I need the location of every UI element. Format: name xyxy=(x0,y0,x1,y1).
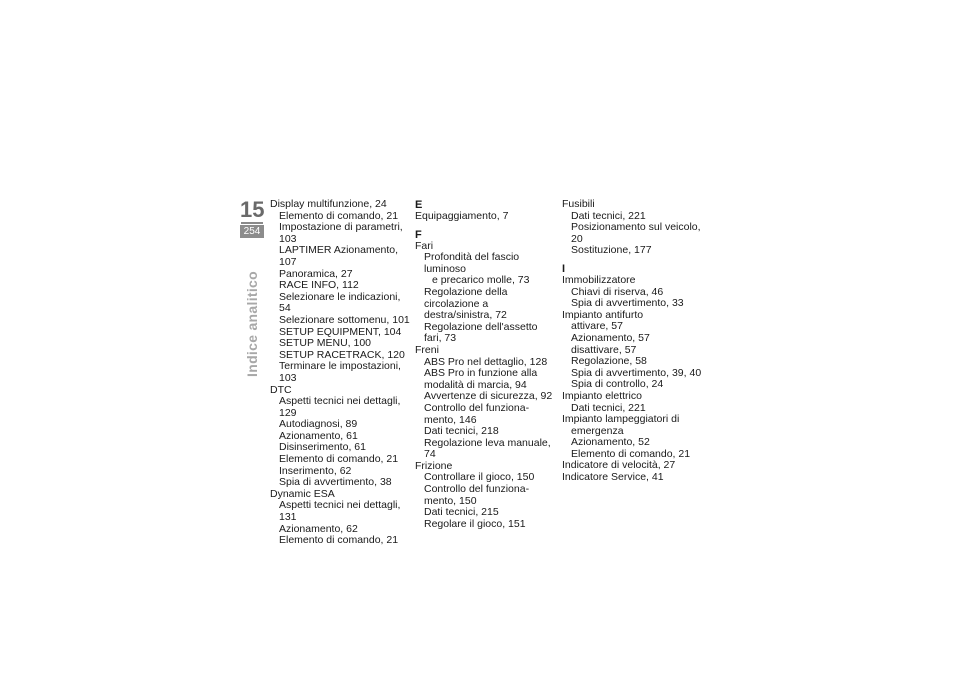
index-subentry: Autodiagnosi, 89 xyxy=(279,418,358,431)
index-subentry: Regolazione leva manuale, 74 xyxy=(424,436,551,461)
index-subentry: modalità di marcia, 94 xyxy=(424,378,527,391)
index-subentry: SETUP EQUIPMENT, 104 xyxy=(279,325,402,338)
index-subentry: RACE INFO, 112 xyxy=(279,279,359,292)
chapter-number: 15 xyxy=(240,197,265,222)
index-subentry: Dati tecnici, 218 xyxy=(424,425,499,438)
index-subentry: Regolazione, 58 xyxy=(571,355,647,368)
index-subentry: Sostituzione, 177 xyxy=(571,244,652,257)
index-entry: Fusibili xyxy=(562,198,595,210)
section-label-container xyxy=(241,271,263,377)
index-subentry: destra/sinistra, 72 xyxy=(424,309,507,322)
index-subentry: ABS Pro in funzione alla xyxy=(424,367,538,380)
index-letter-heading: I xyxy=(562,262,566,275)
index-subentry: Dati tecnici, 221 xyxy=(571,401,646,414)
index-entry: Impianto lampeggiatori di xyxy=(562,413,680,426)
index-subentry: SETUP RACETRACK, 120 xyxy=(279,348,405,361)
index-subentry: Azionamento, 61 xyxy=(279,429,358,442)
index-entry: DTC xyxy=(270,383,292,396)
chapter-divider xyxy=(241,222,263,224)
index-subentry: Elemento di comando, 21 xyxy=(279,209,399,222)
index-subentry: mento, 146 xyxy=(424,413,477,426)
index-letter-heading: E xyxy=(415,199,423,211)
index-subentry: Spia di controllo, 24 xyxy=(571,378,664,391)
index-subentry: Selezionare sottomenu, 101 xyxy=(279,313,410,326)
index-subentry: Avvertenze di sicurezza, 92 xyxy=(424,390,553,403)
index-entry: Display multifunzione, 24 xyxy=(270,198,387,210)
index-subentry: Elemento di comando, 21 xyxy=(279,453,399,466)
index-subentry: Controllo del funziona- xyxy=(424,401,530,414)
index-subentry: Elemento di comando, 21 xyxy=(571,447,691,460)
index-entry: Fari xyxy=(415,239,434,252)
index-column-1 xyxy=(270,199,410,547)
index-subentry: attivare, 57 xyxy=(571,320,623,333)
index-subentry: Controllare il gioco, 150 xyxy=(424,471,535,484)
index-subentry: Controllo del funziona- xyxy=(424,483,530,496)
index-subentry: Terminare le impostazioni, 103 xyxy=(279,360,401,384)
index-subentry: Inserimento, 62 xyxy=(279,464,352,477)
index-entry: Indicatore Service, 41 xyxy=(562,471,664,484)
index-subentry-continuation: e precarico molle, 73 xyxy=(432,274,530,287)
index-column-2 xyxy=(415,199,555,530)
index-subentry: Dati tecnici, 221 xyxy=(571,209,646,222)
index-subentry: emergenza xyxy=(571,424,624,437)
index-subentry: Profondità del fascio luminoso xyxy=(424,251,520,275)
index-subentry: Selezionare le indicazioni, 54 xyxy=(279,290,401,315)
index-subentry: Spia di avvertimento, 38 xyxy=(279,476,392,489)
index-entry: Dynamic ESA xyxy=(270,487,335,500)
page-number: 254 xyxy=(240,225,264,238)
index-subentry: Chiavi di riserva, 46 xyxy=(571,285,664,298)
index-subentry: LAPTIMER Azionamento, 107 xyxy=(279,244,399,268)
index-subentry: SETUP MENU, 100 xyxy=(279,337,372,350)
index-subentry: Aspetti tecnici nei dettagli, 131 xyxy=(279,499,401,524)
index-subentry: Posizionamento sul veicolo, 20 xyxy=(571,221,701,245)
index-subentry: mento, 150 xyxy=(424,494,477,507)
index-subentry: disattivare, 57 xyxy=(571,343,637,356)
index-subentry: ABS Pro nel dettaglio, 128 xyxy=(424,355,548,368)
index-subentry: Azionamento, 62 xyxy=(279,522,358,535)
index-entry: Immobilizzatore xyxy=(562,273,636,286)
index-subentry: Dati tecnici, 215 xyxy=(424,506,499,519)
index-entry: Equipaggiamento, 7 xyxy=(415,210,509,222)
index-subentry: Spia di avvertimento, 33 xyxy=(571,297,684,310)
section-title: Indice analitico xyxy=(244,271,260,377)
index-subentry: Elemento di comando, 21 xyxy=(279,534,399,547)
index-subentry: Panoramica, 27 xyxy=(279,267,353,280)
index-subentry: Impostazione di parametri, 103 xyxy=(279,221,403,245)
index-letter-heading: F xyxy=(415,228,422,241)
index-subentry: Aspetti tecnici nei dettagli, 129 xyxy=(279,395,401,419)
index-subentry: Azionamento, 57 xyxy=(571,331,650,344)
index-column-3 xyxy=(562,199,712,484)
index-subentry: Regolazione dell'assetto fari, 73 xyxy=(424,320,538,345)
index-subentry: Disinserimento, 61 xyxy=(279,441,366,454)
index-entry: Impianto elettrico xyxy=(562,389,642,402)
index-subentry: Regolare il gioco, 151 xyxy=(424,517,526,530)
index-subentry: Azionamento, 52 xyxy=(571,436,650,449)
index-subentry: Spia di avvertimento, 39, 40 xyxy=(571,366,702,379)
index-subentry: Regolazione della circolazione a xyxy=(424,285,508,310)
index-entry: Freni xyxy=(415,343,439,356)
index-entry: Impianto antifurto xyxy=(562,308,644,321)
index-entry: Frizione xyxy=(415,459,453,472)
index-entry: Indicatore di velocità, 27 xyxy=(562,459,676,472)
